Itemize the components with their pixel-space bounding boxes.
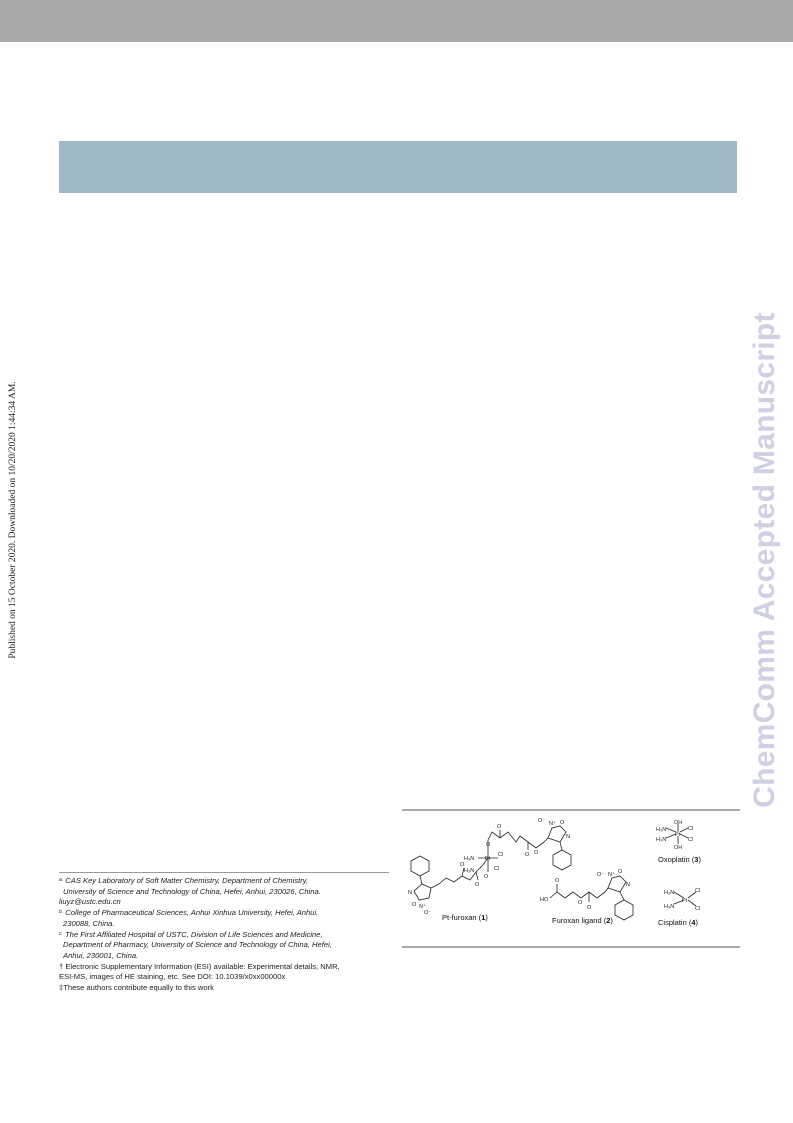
affiliation-a [59, 876, 399, 887]
atom-label: N [408, 890, 412, 896]
atom-label: Pt [675, 832, 681, 838]
caption-text: Oxoplatin ( [658, 855, 695, 864]
atom-label: O [587, 905, 592, 911]
atom-label: H₃N [656, 837, 667, 843]
caption-paren: ) [695, 918, 699, 927]
atom-label: Cl [695, 888, 701, 894]
caption-text: Furoxan ligand ( [552, 916, 607, 925]
atom-label: O [497, 824, 502, 830]
atom-label: OH [674, 820, 683, 826]
top-banner [0, 0, 793, 42]
phenyl-ring-top [553, 850, 571, 870]
caption-cisplatin [658, 918, 698, 927]
atom-label: N⁺ [419, 904, 426, 910]
equal-contribution-note: ‡These authors contribute equally to this work [59, 983, 214, 993]
affiliation-c [59, 930, 399, 941]
figure-top-rule [402, 809, 740, 811]
atom-label: O [486, 842, 491, 848]
atom-label: O [460, 862, 465, 868]
esi-note: † Electronic Supplementary Information (ESI) available: Experimental details, NMR, [59, 961, 340, 971]
atom-label: N [626, 882, 630, 888]
footnotes [59, 876, 399, 994]
compound-number: 1 [481, 913, 486, 922]
caption-pt-furoxan [442, 913, 488, 922]
atom-label: H₃N [464, 868, 475, 874]
caption-text: Pt-furoxan ( [442, 913, 482, 922]
affiliation-a-line: University of Science and Technology of China, Hefei, Anhui, 230026, China. [63, 886, 321, 896]
esi-note-line: ESI-MS, images of HE staining, etc. See DOI: 10.1039/x0xx00000x [59, 972, 286, 982]
caption-text: Cisplatin ( [658, 918, 692, 927]
compound-number: 4 [691, 918, 696, 927]
atom-label: H₃N [664, 904, 675, 910]
email-link[interactable]: liuyz@ustc.edu.cn [59, 897, 121, 907]
footnote-marker: c. [59, 930, 63, 937]
caption-paren: ) [485, 913, 488, 922]
affiliation-c-line: Anhui, 230001, China. [63, 950, 139, 960]
atom-label: O [484, 874, 489, 880]
affiliation-text: CAS Key Laboratory of Soft Matter Chemistry, Department of Chemistry, [65, 876, 309, 885]
affiliation-b [59, 908, 399, 919]
atom-label: HO [540, 897, 549, 903]
affiliation-text: The First Affiliated Hospital of USTC, Division of Life Sciences and Medicine, [65, 929, 323, 939]
caption-paren: ) [698, 855, 701, 864]
furoxan-ring-top [548, 826, 566, 842]
atom-label: Cl [695, 906, 701, 912]
figure-bottom-rule [402, 946, 740, 948]
phenyl-ring-1 [411, 856, 429, 876]
header-band [59, 141, 737, 193]
atom-label: O⁻ [597, 872, 605, 878]
atom-label: N [566, 834, 570, 840]
affiliation-c-line: Department of Pharmacy, University of Science and Technology of China, Hefei, [63, 940, 332, 950]
affiliation-b-line: 230088, China. [63, 918, 115, 928]
atom-label: O [578, 900, 583, 906]
watermark-text: ChemComm Accepted Manuscript [748, 312, 781, 808]
atom-label: O [560, 820, 565, 826]
atom-label: Cl [688, 837, 694, 843]
atom-label: Pt [682, 898, 688, 904]
atom-label: OH [674, 845, 683, 851]
atom-label: H₃N [656, 827, 667, 833]
atom-label: H₃N [464, 856, 475, 862]
compound-number: 3 [694, 855, 699, 864]
furoxan-ring-2 [608, 876, 626, 892]
furoxan-ring-1 [414, 884, 431, 900]
caption-furoxan-ligand [552, 916, 613, 925]
atom-label: O [618, 869, 623, 875]
affiliation-text: College of Pharmaceutical Sciences, Anhui Xinhua University, Hefei, Anhui, [65, 908, 319, 918]
phenyl-ring-2 [615, 900, 633, 920]
caption-paren: ) [610, 916, 613, 925]
footnote-marker: a. [59, 877, 64, 883]
atom-label: O [555, 878, 560, 884]
atom-label: O [412, 902, 417, 908]
atom-label: O [525, 852, 530, 858]
publication-stamp-text: Published on 15 October 2020. Downloaded on 10/20/2020 1:44:34 AM. [8, 381, 18, 659]
atom-label: O [475, 882, 480, 888]
atom-label: Cl [494, 866, 500, 872]
atom-label: Cl [498, 852, 504, 858]
atom-label: O⁻ [424, 910, 432, 916]
atom-label: O [534, 850, 539, 856]
atom-label: Cl [688, 826, 694, 832]
caption-oxoplatin [658, 855, 701, 864]
chemical-structures-figure [402, 812, 740, 944]
atom-label: N⁺ [608, 872, 615, 878]
atom-label: Pt [485, 856, 491, 862]
footnote-rule [59, 872, 389, 873]
atom-label: O⁻ [538, 818, 546, 824]
atom-label: N⁺ [549, 821, 556, 827]
footnote-marker: b. [59, 909, 64, 916]
atom-label: H₃N [664, 890, 675, 896]
compound-number: 2 [606, 916, 611, 925]
